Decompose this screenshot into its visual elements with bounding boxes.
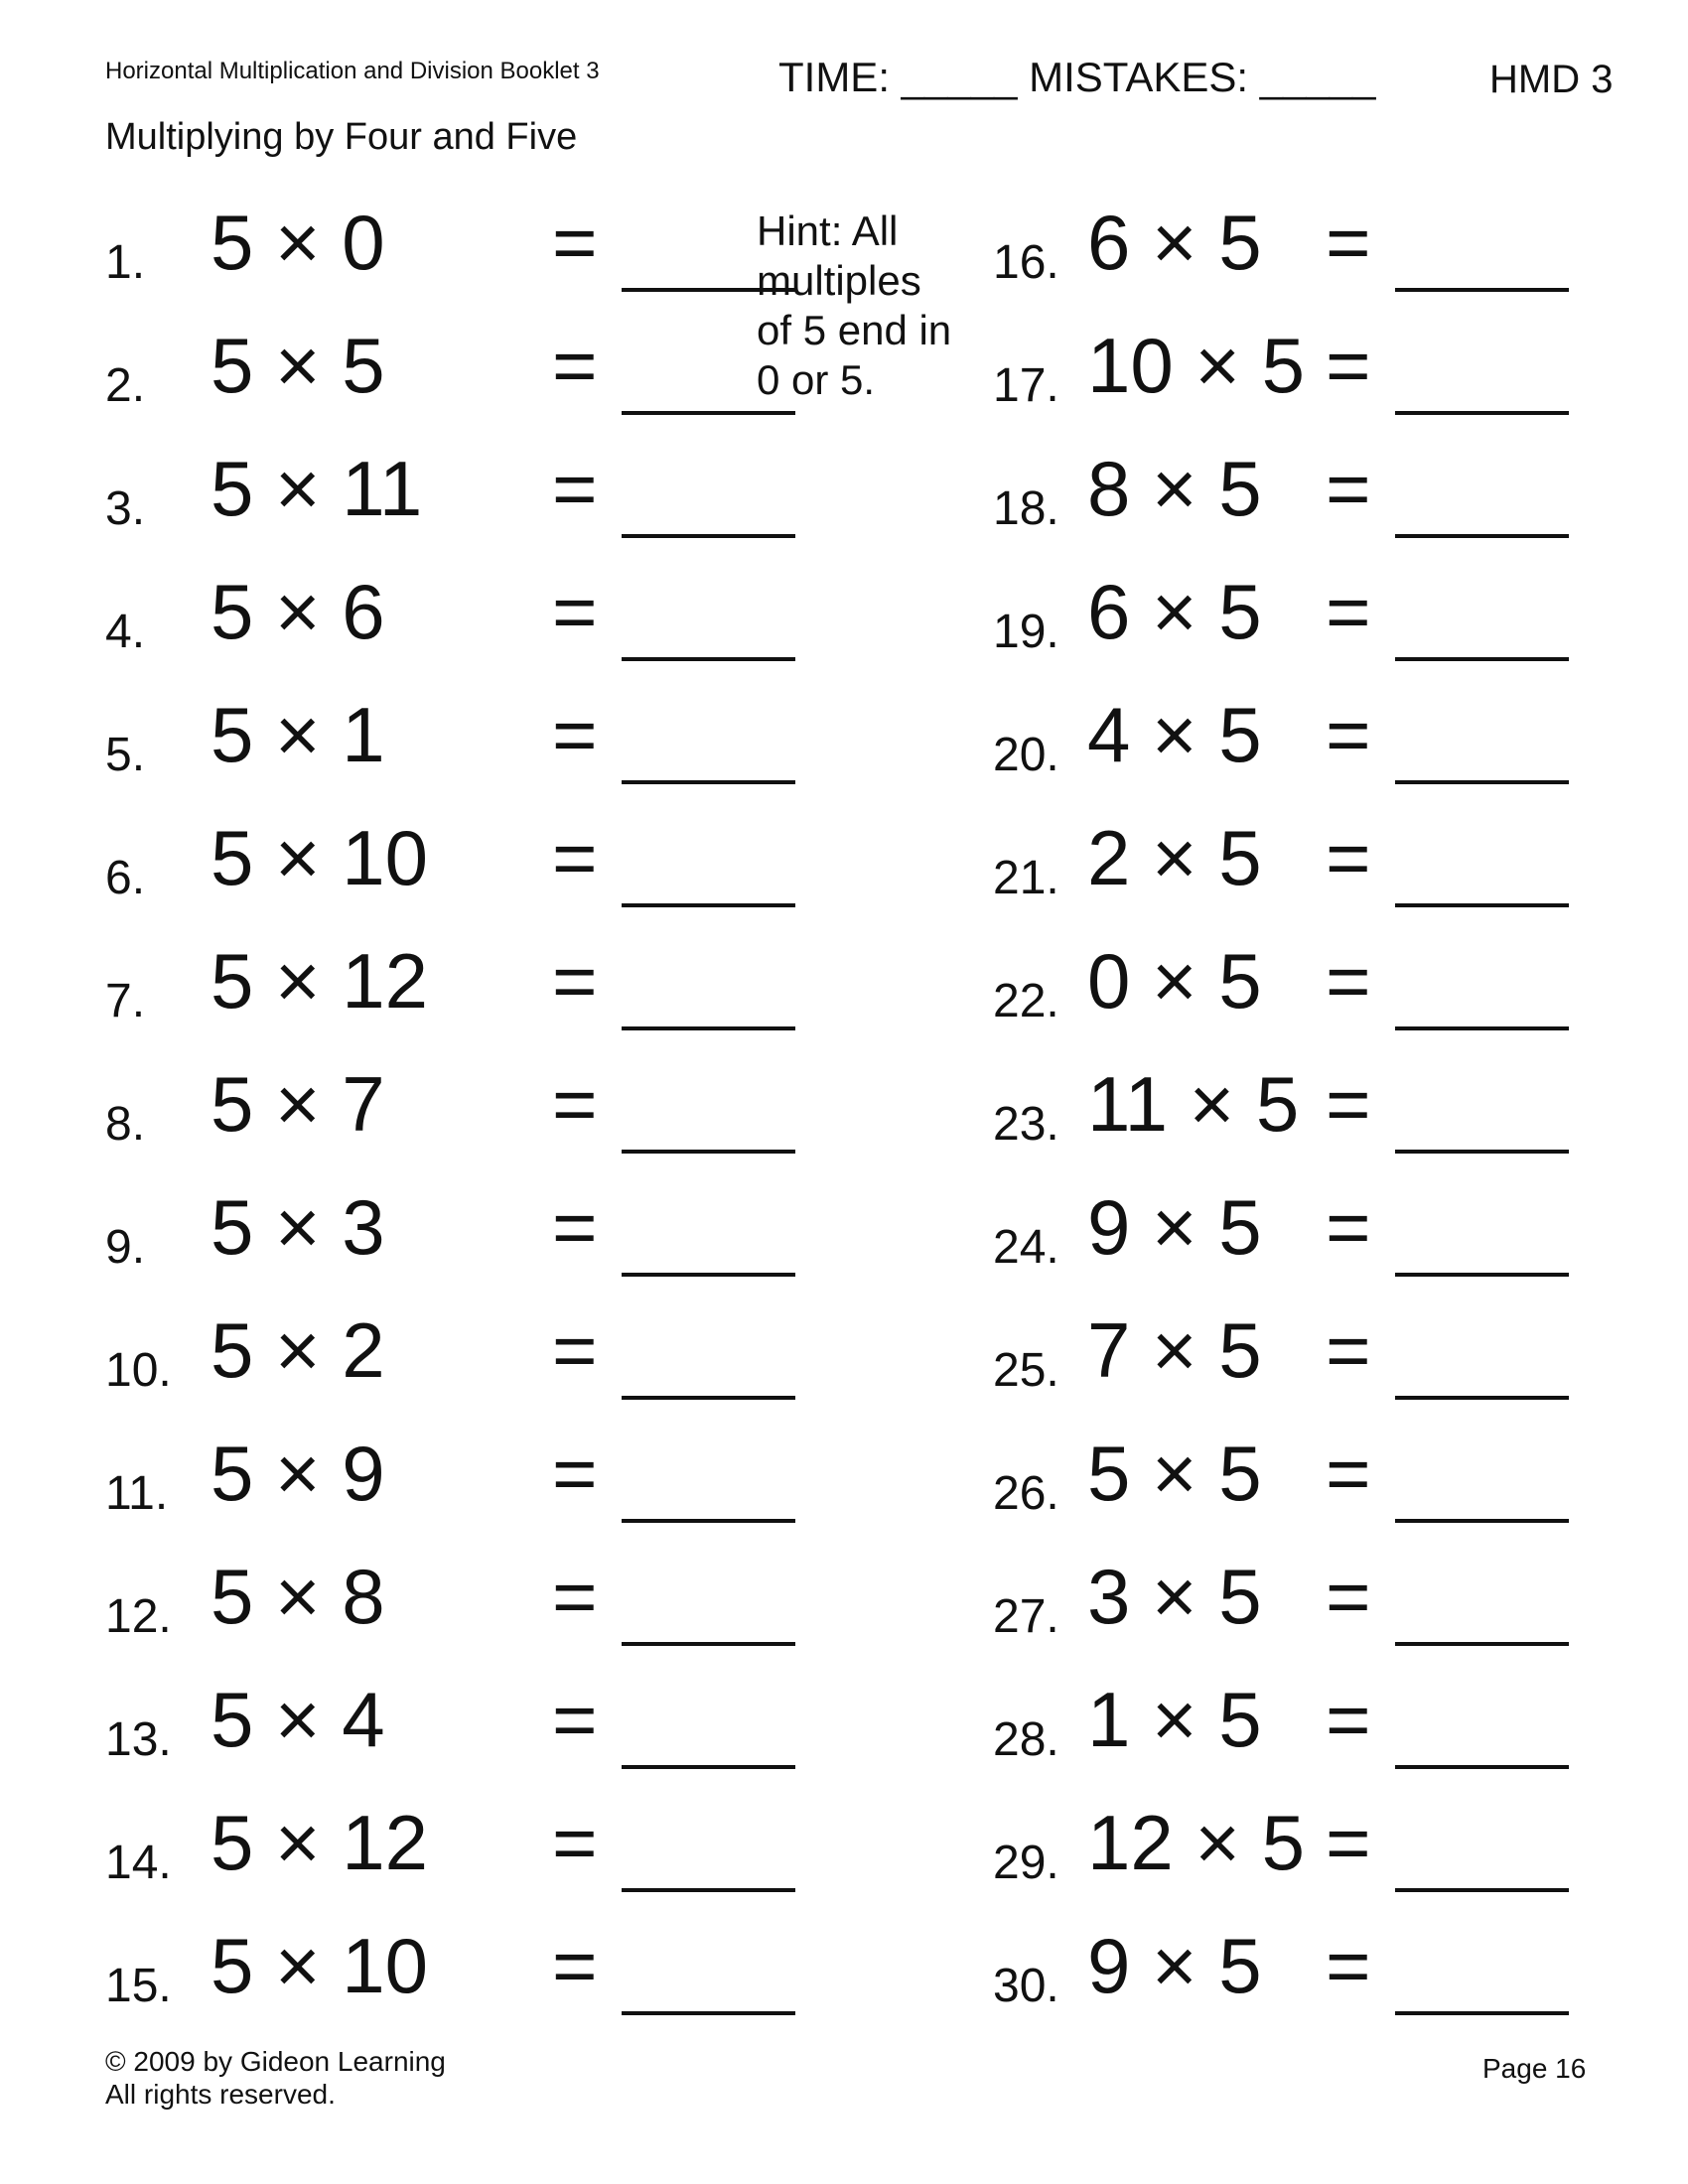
problem-number: 15.	[105, 1960, 172, 2012]
problem-number: 20.	[993, 729, 1059, 781]
answer-blank[interactable]	[1395, 1888, 1569, 1892]
problem-row	[993, 1430, 1688, 1527]
answer-blank[interactable]	[622, 534, 795, 538]
equals-sign: =	[552, 1799, 598, 1886]
equals-sign: =	[552, 322, 598, 409]
problem-number: 19.	[993, 606, 1059, 658]
answer-blank[interactable]	[1395, 657, 1569, 661]
problem-expression: 5 × 6	[211, 568, 385, 655]
equals-sign: =	[552, 568, 598, 655]
equals-sign: =	[1326, 322, 1371, 409]
problem-number: 10.	[105, 1344, 172, 1397]
problem-row	[993, 814, 1688, 911]
problem-row	[993, 1553, 1688, 1650]
problem-expression: 7 × 5	[1087, 1306, 1262, 1394]
problem-row	[105, 937, 800, 1034]
problem-expression: 2 × 5	[1087, 814, 1262, 901]
problem-number: 3.	[105, 482, 146, 535]
problem-row	[105, 199, 800, 296]
answer-blank[interactable]	[1395, 1519, 1569, 1523]
booklet-title: Horizontal Multiplication and Division Booklet 3	[105, 58, 600, 84]
problem-expression: 5 × 4	[211, 1676, 385, 1763]
answer-blank[interactable]	[622, 2011, 795, 2015]
equals-sign: =	[1326, 199, 1371, 286]
problem-number: 5.	[105, 729, 146, 781]
answer-blank[interactable]	[622, 1273, 795, 1277]
answer-blank[interactable]	[1395, 1273, 1569, 1277]
problem-row	[993, 1799, 1688, 1896]
equals-sign: =	[552, 1430, 598, 1517]
equals-sign: =	[552, 691, 598, 778]
problem-number: 14.	[105, 1837, 172, 1889]
problem-number: 29.	[993, 1837, 1059, 1889]
problem-expression: 0 × 5	[1087, 937, 1262, 1024]
equals-sign: =	[1326, 814, 1371, 901]
problem-expression: 6 × 5	[1087, 199, 1262, 286]
problem-number: 27.	[993, 1590, 1059, 1643]
section-title: Multiplying by Four and Five	[105, 116, 578, 158]
problem-expression: 5 × 5	[211, 322, 385, 409]
problem-row	[105, 1922, 800, 2019]
answer-blank[interactable]	[1395, 1026, 1569, 1030]
equals-sign: =	[552, 1922, 598, 2009]
answer-blank[interactable]	[622, 1396, 795, 1400]
problem-expression: 9 × 5	[1087, 1183, 1262, 1271]
problem-expression: 5 × 1	[211, 691, 385, 778]
equals-sign: =	[1326, 568, 1371, 655]
problem-number: 8.	[105, 1098, 146, 1151]
problem-expression: 5 × 12	[211, 937, 429, 1024]
problem-row	[993, 1183, 1688, 1281]
booklet-code: HMD 3	[1489, 58, 1614, 101]
problem-row	[993, 568, 1688, 665]
problem-number: 28.	[993, 1713, 1059, 1766]
problem-row	[105, 1553, 800, 1650]
problem-row	[993, 1922, 1688, 2019]
equals-sign: =	[552, 445, 598, 532]
equals-sign: =	[552, 937, 598, 1024]
problem-number: 13.	[105, 1713, 172, 1766]
equals-sign: =	[1326, 445, 1371, 532]
equals-sign: =	[1326, 691, 1371, 778]
problem-number: 21.	[993, 852, 1059, 904]
equals-sign: =	[1326, 1676, 1371, 1763]
answer-blank[interactable]	[622, 1765, 795, 1769]
problem-number: 2.	[105, 359, 146, 412]
equals-sign: =	[1326, 1430, 1371, 1517]
equals-sign: =	[552, 1676, 598, 1763]
answer-blank[interactable]	[1395, 288, 1569, 292]
problem-expression: 9 × 5	[1087, 1922, 1262, 2009]
rights-line: All rights reserved.	[105, 2079, 336, 2110]
problem-number: 18.	[993, 482, 1059, 535]
problem-expression: 5 × 0	[211, 199, 385, 286]
answer-blank[interactable]	[622, 411, 795, 415]
problem-row	[105, 568, 800, 665]
answer-blank[interactable]	[1395, 1642, 1569, 1646]
problem-row	[105, 322, 800, 419]
problem-expression: 5 × 8	[211, 1553, 385, 1640]
time-mistakes-label: TIME: _____ MISTAKES: _____	[778, 54, 1376, 100]
problem-row	[105, 1060, 800, 1158]
page-number: Page 16	[1482, 2053, 1587, 2084]
problem-row	[105, 1183, 800, 1281]
answer-blank[interactable]	[1395, 2011, 1569, 2015]
answer-blank[interactable]	[1395, 1396, 1569, 1400]
hint-text: Hint: All multiples of 5 end in 0 or 5.	[757, 207, 952, 403]
problem-row	[993, 691, 1688, 788]
problem-row	[105, 1676, 800, 1773]
answer-blank[interactable]	[622, 780, 795, 784]
answer-blank[interactable]	[1395, 411, 1569, 415]
problem-expression: 5 × 10	[211, 814, 429, 901]
problem-expression: 10 × 5	[1087, 322, 1306, 409]
problem-expression: 5 × 10	[211, 1922, 429, 2009]
equals-sign: =	[1326, 1922, 1371, 2009]
problem-expression: 8 × 5	[1087, 445, 1262, 532]
problem-number: 22.	[993, 975, 1059, 1027]
problem-row	[105, 1430, 800, 1527]
answer-blank[interactable]	[622, 1642, 795, 1646]
problem-number: 30.	[993, 1960, 1059, 2012]
problem-number: 4.	[105, 606, 146, 658]
problem-expression: 5 × 12	[211, 1799, 429, 1886]
equals-sign: =	[1326, 1060, 1371, 1148]
footer-copyright	[105, 2045, 446, 2111]
answer-blank[interactable]	[622, 1519, 795, 1523]
answer-blank[interactable]	[622, 657, 795, 661]
problem-row	[105, 814, 800, 911]
equals-sign: =	[1326, 1553, 1371, 1640]
answer-blank[interactable]	[1395, 534, 1569, 538]
problem-expression: 12 × 5	[1087, 1799, 1306, 1886]
equals-sign: =	[552, 1183, 598, 1271]
problem-row	[993, 1060, 1688, 1158]
problem-row	[105, 1799, 800, 1896]
problem-expression: 4 × 5	[1087, 691, 1262, 778]
equals-sign: =	[1326, 937, 1371, 1024]
problem-row	[993, 1306, 1688, 1404]
problem-row	[105, 445, 800, 542]
answer-blank[interactable]	[1395, 780, 1569, 784]
equals-sign: =	[1326, 1183, 1371, 1271]
problem-number: 11.	[105, 1467, 169, 1520]
answer-blank[interactable]	[1395, 1765, 1569, 1769]
problem-expression: 3 × 5	[1087, 1553, 1262, 1640]
problem-number: 12.	[105, 1590, 172, 1643]
problem-number: 25.	[993, 1344, 1059, 1397]
problem-expression: 5 × 5	[1087, 1430, 1262, 1517]
problem-expression: 5 × 11	[211, 445, 423, 532]
equals-sign: =	[552, 1306, 598, 1394]
problem-expression: 5 × 3	[211, 1183, 385, 1271]
problem-number: 6.	[105, 852, 146, 904]
problem-number: 24.	[993, 1221, 1059, 1274]
problem-expression: 6 × 5	[1087, 568, 1262, 655]
answer-blank[interactable]	[622, 288, 795, 292]
problem-expression: 5 × 9	[211, 1430, 385, 1517]
equals-sign: =	[552, 1553, 598, 1640]
problem-number: 1.	[105, 236, 146, 289]
problem-row	[993, 1676, 1688, 1773]
problem-row	[105, 691, 800, 788]
problem-number: 23.	[993, 1098, 1059, 1151]
answer-blank[interactable]	[1395, 903, 1569, 907]
problem-row	[993, 199, 1688, 296]
equals-sign: =	[552, 199, 598, 286]
problem-row	[105, 1306, 800, 1404]
equals-sign: =	[552, 814, 598, 901]
answer-blank[interactable]	[622, 903, 795, 907]
problem-row	[993, 937, 1688, 1034]
problem-expression: 1 × 5	[1087, 1676, 1262, 1763]
answer-blank[interactable]	[1395, 1150, 1569, 1154]
problem-number: 7.	[105, 975, 146, 1027]
problem-number: 9.	[105, 1221, 146, 1274]
problem-number: 26.	[993, 1467, 1059, 1520]
answer-blank[interactable]	[622, 1026, 795, 1030]
problem-number: 16.	[993, 236, 1059, 289]
problem-row	[993, 445, 1688, 542]
copyright-line: © 2009 by Gideon Learning	[105, 2046, 446, 2077]
equals-sign: =	[552, 1060, 598, 1148]
problem-row	[993, 322, 1688, 419]
problem-expression: 5 × 7	[211, 1060, 385, 1148]
equals-sign: =	[1326, 1306, 1371, 1394]
problem-expression: 5 × 2	[211, 1306, 385, 1394]
equals-sign: =	[1326, 1799, 1371, 1886]
problem-number: 17.	[993, 359, 1059, 412]
problem-expression: 11 × 5	[1087, 1060, 1300, 1148]
answer-blank[interactable]	[622, 1888, 795, 1892]
answer-blank[interactable]	[622, 1150, 795, 1154]
